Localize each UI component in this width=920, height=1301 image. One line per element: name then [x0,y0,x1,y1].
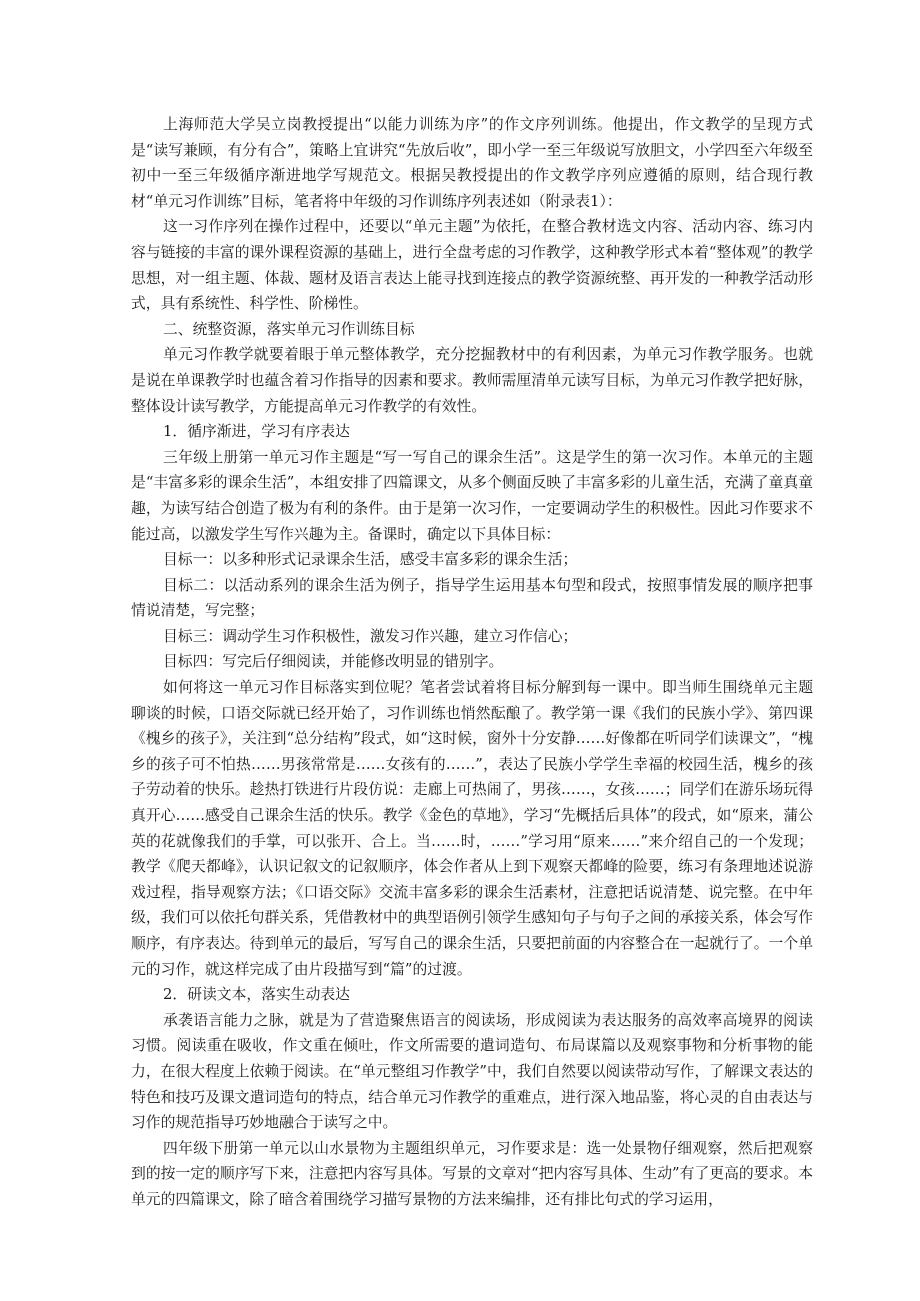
section-heading-2: 二、统整资源，落实单元习作训练目标 [163,320,415,338]
goal-1: 目标一：以多种形式记录课余生活，感受丰富多彩的课余生活； [163,551,578,569]
implementation-paragraph: 如何将这一单元习作目标落实到位呢？笔者尝试着将目标分解到每一课中。即当师生围绕单元主题聊谈的时候，口语交际就已经开始了，习作训练也悄然酝酿了。教学第一课《我们的民族小学》、第四课《槐乡的孩子》，关注到“总分结构”段式，如“这时候，窗外十分安静……好像都在听同学们读课文”，“槐乡的孩子可不怕热……男孩常常是……女孩有的……”，表达了民族小学学生幸福的校园生活，槐乡的孩子劳动着的快乐。趁热打铁进行片段仿说：走廊上可热闹了，男孩……，女孩……；同学们在游乐场玩得真开心……感受自己课余生活的快乐。教学《金色的草地》，学习“先概括后具体”的段式，如“原来，蒲公英的花就像我们的手掌，可以张开、合上。当……时，……”学习用“原来……”来介绍自己的一个发现；教学《爬天都峰》，认识记叙文的记叙顺序，体会作者从上到下观察天都峰的险要，练习有条理地述说游戏过程，指导观察方法；《口语交际》交流丰富多彩的课余生活素材，注意把话说清楚、说完整。在中年级，我们可以依托句群关系，凭借教材中的典型语例引领学生感知句子与句子之间的承接关系，体会写作顺序，有序表达。待到单元的最后，写写自己的课余生活，只要把前面的内容整合在一起就行了。一个单元的习作，就这样完成了由片段描写到“篇”的过渡。 [131,679,813,978]
grade3-unit-paragraph: 三年级上册第一单元习作主题是“写一写自己的课余生活”。这是学生的第一次习作。本单元的主题是“丰富多彩的课余生活”，本组安排了四篇课文，从多个侧面反映了丰富多彩的儿童生活，充满了童真童趣，为读写结合创造了极为有利的条件。由于是第一次习作，一定要调动学生的积极性。因此习作要求不能过高，以激发学生写作兴趣为主。备课时，确定以下具体目标： [131,448,813,543]
subheading-2: 2．研读文本，落实生动表达 [163,986,350,1004]
unit-teaching-paragraph: 单元习作教学就要着眼于单元整体教学，充分挖掘教材中的有利因素，为单元习作教学服务。也就是说在单课教学时也蕴含着习作指导的因素和要求。教师需厘清单元读写目标，为单元习作教学把好脉，整体设计读写教学，方能提高单元习作教学的有效性。 [131,346,813,415]
sequence-paragraph: 这一习作序列在操作过程中，还要以“单元主题”为依托，在整合教材选文内容、活动内容、练习内容与链接的丰富的课外课程资源的基础上，进行全盘考虑的习作教学，这种教学形式本着“整体观”的教学思想，对一组主题、体裁、题材及语言表达上能寻找到连接点的教学资源统整、再开发的一种教学活动形式，具有系统性、科学性、阶梯性。 [131,218,813,313]
goal-2: 目标二：以活动系列的课余生活为例子，指导学生运用基本句型和段式，按照事情发展的顺序把事情说清楚，写完整； [131,576,813,620]
reading-paragraph: 承袭语言能力之脉，就是为了营造聚焦语言的阅读场，形成阅读为表达服务的高效率高境界的阅读习惯。阅读重在吸收，作文重在倾吐，作文所需要的遣词造句、布局谋篇以及观察事物和分析事物的能力，在很大程度上依赖于阅读。在“单元整组习作教学”中，我们自然要以阅读带动写作，了解课文表达的特色和技巧及课文遣词造句的特点，结合单元习作教学的重难点，进行深入地品鉴，将心灵的自由表达与习作的规范指导巧妙地融合于读写之中。 [131,1011,813,1132]
document-body [131,112,813,1213]
subheading-1: 1．循序渐进，学习有序表达 [163,423,350,441]
goal-4: 目标四：写完后仔细阅读，并能修改明显的错别字。 [163,653,504,671]
intro-paragraph: 上海师范大学吴立岗教授提出“以能力训练为序”的作文序列训练。他提出，作文教学的呈现方式是“读写兼顾，有分有合”，策略上宜讲究“先放后收”，即小学一至三年级说写放胆文，小学四至六年级至初中一至三年级循序渐进地学写规范文。根据吴教授提出的作文教学序列应遵循的原则，结合现行教材“单元习作训练”目标，笔者将中年级的习作训练序列表述如（附录表1）： [131,116,813,210]
goal-3: 目标三：调动学生习作积极性，激发习作兴趣，建立习作信心； [163,627,578,645]
grade4-unit-paragraph: 四年级下册第一单元以山水景物为主题组织单元，习作要求是：选一处景物仔细观察，然后把观察到的按一定的顺序写下来，注意把内容写具体。写景的文章对“把内容写具体、生动”有了更高的要求。本单元的四篇课文，除了暗含着围绕学习描写景物的方法来编排，还有排比句式的学习运用， [131,1139,813,1208]
